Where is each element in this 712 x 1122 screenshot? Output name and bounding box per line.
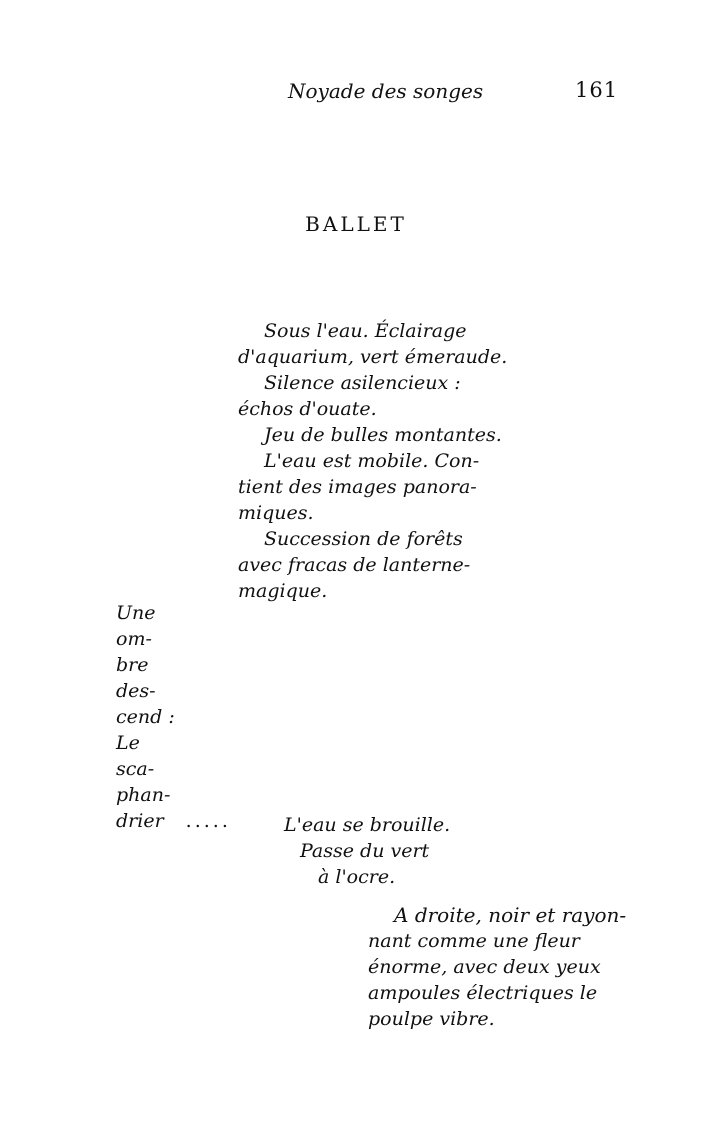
poem-line bbox=[368, 1006, 606, 1032]
word: Éclairage bbox=[374, 320, 467, 342]
word: Jeu bbox=[264, 424, 296, 446]
sidebar-line: om- bbox=[116, 628, 152, 650]
word: émeraude. bbox=[404, 346, 508, 368]
poem-line bbox=[238, 396, 488, 422]
word: de bbox=[353, 554, 377, 576]
word: une bbox=[492, 930, 529, 952]
poem-line bbox=[238, 344, 508, 370]
word: mobile. bbox=[357, 450, 429, 472]
word: tient bbox=[238, 476, 283, 498]
word: droite, bbox=[414, 903, 482, 927]
sidebar-line: cend : bbox=[116, 706, 175, 728]
word: Con- bbox=[434, 450, 480, 472]
word: le bbox=[579, 982, 598, 1004]
poem-line: Passe du vert bbox=[300, 840, 430, 862]
word: A bbox=[394, 903, 409, 927]
word: Silence bbox=[264, 372, 335, 394]
poem-line bbox=[368, 902, 627, 928]
word: images bbox=[328, 476, 397, 498]
sidebar-line: sca- bbox=[116, 758, 155, 780]
word: d'aquarium, bbox=[238, 346, 354, 368]
word: des bbox=[288, 476, 323, 498]
word: panora- bbox=[402, 476, 477, 498]
word: et bbox=[535, 903, 556, 927]
sidebar-line: Le bbox=[116, 732, 140, 754]
poem-line bbox=[238, 422, 502, 448]
word: : bbox=[454, 372, 461, 394]
word: asilencieux bbox=[340, 372, 449, 394]
word: nant bbox=[368, 930, 412, 952]
sidebar-line-last bbox=[116, 808, 236, 834]
poem-line bbox=[368, 980, 606, 1006]
word: yeux bbox=[555, 956, 601, 978]
word: ampoules bbox=[368, 982, 461, 1004]
word: bulles bbox=[330, 424, 389, 446]
poem-line bbox=[238, 474, 488, 500]
sidebar-line: phan- bbox=[116, 784, 171, 806]
word: forêts bbox=[406, 528, 463, 550]
word: électriques bbox=[466, 982, 574, 1004]
word: de bbox=[301, 424, 325, 446]
word: est bbox=[322, 450, 352, 472]
poem-line bbox=[238, 448, 488, 474]
word: fleur bbox=[534, 930, 580, 952]
poem-block-octopus bbox=[368, 902, 627, 1032]
sidebar-line: bre bbox=[116, 654, 149, 676]
word: comme bbox=[417, 930, 487, 952]
word: Succession bbox=[264, 528, 372, 550]
poem-title: BALLET bbox=[305, 212, 407, 236]
poem-line: L'eau se brouille. bbox=[284, 814, 451, 836]
poem-block-stage bbox=[238, 318, 508, 604]
word: avec bbox=[453, 956, 498, 978]
sidebar-line: Une bbox=[116, 602, 156, 624]
word: rayon- bbox=[561, 903, 627, 927]
word: Sous bbox=[264, 320, 311, 342]
poem-line bbox=[238, 318, 488, 344]
poem-line bbox=[238, 500, 488, 526]
word: de bbox=[377, 528, 401, 550]
word: vert bbox=[359, 346, 399, 368]
word: magique. bbox=[238, 580, 328, 602]
poem-line bbox=[238, 526, 488, 552]
poem-line bbox=[238, 370, 488, 396]
poem-block-water bbox=[284, 812, 454, 890]
poem-line bbox=[238, 578, 488, 604]
sidebar-word: drier bbox=[116, 810, 164, 832]
word: l'eau. bbox=[316, 320, 369, 342]
poem-line bbox=[368, 928, 606, 954]
running-head: Noyade des songes bbox=[288, 79, 484, 103]
word: échos d'ouate. bbox=[238, 398, 377, 420]
poem-line bbox=[238, 552, 488, 578]
word: miques. bbox=[238, 502, 314, 524]
page-number: 161 bbox=[575, 78, 619, 102]
word: avec bbox=[238, 554, 282, 576]
poem-line bbox=[368, 954, 606, 980]
word: lanterne- bbox=[382, 554, 471, 576]
word: énorme, bbox=[368, 956, 448, 978]
word: noir bbox=[488, 903, 530, 927]
word: poulpe vibre. bbox=[368, 1008, 495, 1030]
word: montantes. bbox=[394, 424, 502, 446]
leader-dots: ..... bbox=[185, 810, 231, 832]
word: fracas bbox=[288, 554, 348, 576]
word: deux bbox=[503, 956, 550, 978]
sidebar-line: des- bbox=[116, 680, 156, 702]
sidebar-column bbox=[116, 600, 236, 834]
poem-line: à l'ocre. bbox=[318, 866, 396, 888]
word: L'eau bbox=[264, 450, 317, 472]
